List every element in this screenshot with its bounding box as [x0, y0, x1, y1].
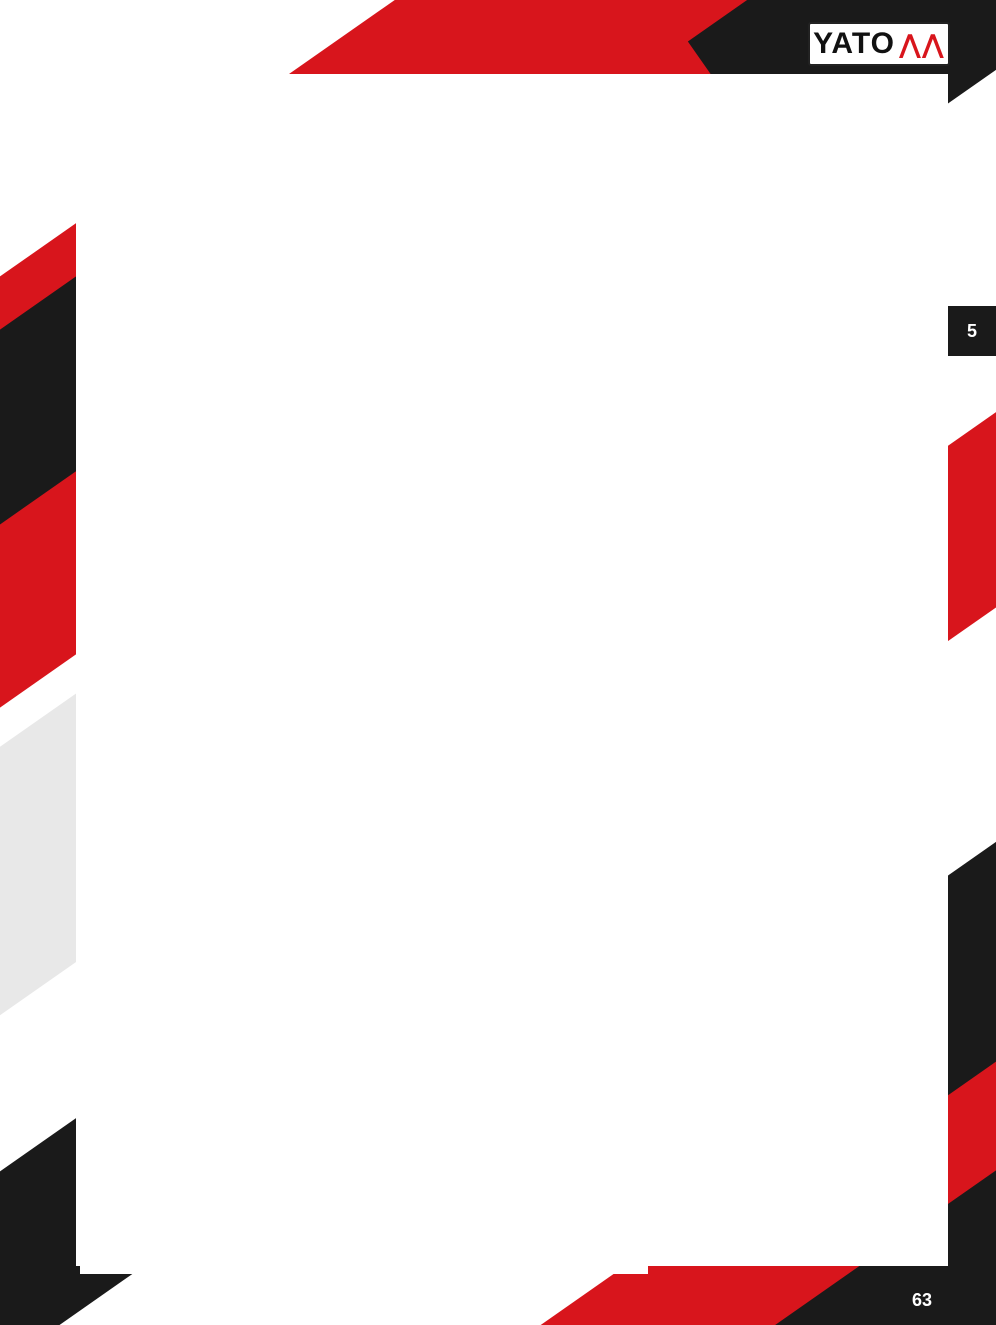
- category-title: 螺丝批及批头类: [70, 47, 162, 62]
- yato-logo: YATO ⋀⋀: [808, 22, 950, 66]
- catalog-sheet: [76, 74, 948, 1266]
- section-tab: 5: [948, 306, 996, 356]
- page-number: 63: [912, 1290, 933, 1310]
